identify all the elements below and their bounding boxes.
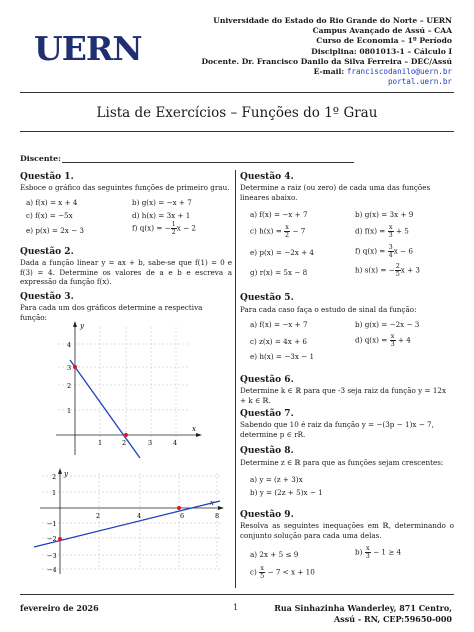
q5-item-b: b) g(x) = −2x − 3 (355, 320, 420, 329)
graph2-xtick-8: 8 (215, 512, 220, 520)
graph1-xtick-4: 4 (173, 439, 178, 447)
q8-text: Determine z ∈ ℝ para que as funções sejam crescentes: (240, 458, 444, 467)
graph2-xtick-6: 6 (180, 512, 185, 520)
q4-item-h: h) s(x) = − $\frac{2}{5}$ x + 3 (355, 262, 420, 278)
q4-item-g: g) r(x) = 5x − 8 (250, 268, 308, 277)
q3-title: Questão 3. (20, 292, 74, 302)
graph2-ytick-m3: −3 (47, 552, 57, 560)
q4-item-c: c) h(x) = $\frac{x}{2}$ − 7 (250, 223, 306, 239)
q7-title: Questão 7. (240, 409, 294, 419)
graph2-xtick-4: 4 (137, 512, 142, 520)
q9-item-a: a) 2x + 5 ≤ 9 (250, 550, 299, 559)
graph2-point-y-intercept (58, 537, 62, 541)
header-line3: Curso de Economia – 1º Período (316, 36, 452, 46)
graph1-ytick-3: 3 (67, 364, 72, 372)
q6-text: Determine k ∈ ℝ para que -3 seja raiz da função y = 12x + k ∈ ℝ. (240, 386, 447, 405)
q4-item-d: d) f(x) = $\frac{x}{3}$ + 5 (355, 223, 409, 239)
footer-address-line2: Assú - RN, CEP:59650-000 (334, 614, 452, 624)
q1-title: Questão 1. (20, 172, 74, 182)
footer-address (274, 603, 452, 625)
logo-text: UERN (34, 29, 142, 68)
portal-link[interactable]: portal.uern.br (387, 77, 452, 87)
email-link[interactable]: franciscodanilo@uern.br (346, 67, 452, 77)
q1-item-f: f) q(x) = − $\frac{1}{2}$ x − 2 (132, 220, 196, 236)
page-title: Lista de Exercícios – Funções do 1º Grau (96, 105, 378, 121)
graph1-x-label: x (192, 425, 196, 433)
q7-text: Sabendo que 10 é raiz da função y = −(3p − 1)x − 7, determine p ∈ rR. (240, 420, 434, 439)
q8-item-a: a) y = (z + 3)x (250, 475, 303, 484)
page-number: 1 (233, 603, 239, 612)
discente-label: Discente: (20, 154, 61, 163)
graph1-point-y-intercept (73, 365, 77, 369)
header-rule-bottom (20, 131, 454, 132)
graph1-xtick-3: 3 (148, 439, 153, 447)
graph1-xtick-1: 1 (98, 439, 103, 447)
q5-title: Questão 5. (240, 293, 294, 303)
graph2-grid (42, 473, 220, 569)
q1-text: Esboce o gráfico das seguintes funções de primeiro grau. (20, 183, 230, 192)
graph2-ytick-m2: −2 (47, 535, 57, 543)
graph1-y-arrow (73, 321, 77, 327)
footer-rule (20, 594, 454, 595)
graph2-y-label: y (64, 470, 68, 478)
email-label: E-mail: (313, 67, 347, 77)
graph1-grid (58, 327, 190, 443)
discente-field[interactable] (62, 162, 354, 163)
q8-item-b: b) y = (2z + 5)x − 1 (250, 488, 323, 497)
q4-item-f: f) q(x) = $\frac{3}{4}$ x − 6 (355, 243, 413, 259)
header-line5: Docente. Dr. Francisco Danilo da Silva Ferreira – DEC/Assú (201, 56, 452, 66)
graph1-ytick-2: 2 (67, 382, 72, 390)
graph2-xtick-2: 2 (96, 512, 101, 520)
q9-item-c: c) $\frac{x}{5}$ − 7 < x + 10 (250, 564, 315, 580)
graph2-ytick-1: 1 (52, 489, 57, 497)
q2-text: Dada a função linear y = ax + b, sabe-se que f(1) = 0 e f(3) = 4. Determine os valores de a e b e escreva a expressão da função f(x). (20, 258, 232, 287)
q9-text: Resolva as seguintes inequações em ℝ, determinando o conjunto solução para cada uma delas. (240, 521, 454, 540)
q5-item-c: c) z(x) = 4x + 6 (250, 337, 307, 346)
graph1-x-arrow (196, 433, 202, 437)
q3-text: Para cada um dos gráficos determine a respectiva função: (20, 303, 203, 322)
graph2-x-arrow (218, 506, 224, 510)
q5-text: Para cada caso faça o estudo de sinal da função: (240, 305, 417, 314)
graph1-line (70, 360, 140, 458)
graph2-y-arrow (58, 468, 62, 474)
header-line4: Disciplina: 0801013-1 – Cálculo I (311, 46, 452, 56)
q5-item-e: e) h(x) = −3x − 1 (250, 352, 315, 361)
uern-logo (34, 29, 142, 68)
graph2-ytick-2: 2 (52, 473, 57, 481)
header-rule-top (20, 92, 454, 93)
q1-item-a: a) f(x) = x + 4 (26, 198, 78, 207)
graph1-ytick-1: 1 (67, 407, 72, 415)
institution-header (201, 16, 452, 87)
graph1-y-label: y (80, 322, 84, 330)
q9-title: Questão 9. (240, 510, 294, 520)
graph1-xtick-2: 2 (122, 439, 127, 447)
q1-item-b: b) g(x) = −x + 7 (132, 198, 192, 207)
header-email-row (201, 67, 452, 77)
header-line2: Campus Avançado de Assú – CAA (312, 26, 452, 36)
header-line1: Universidade do Estado do Rio Grande do Norte – UERN (213, 16, 452, 25)
q9-item-b: b) $\frac{x}{3}$ − 1 ≥ 4 (355, 544, 402, 560)
q4-title: Questão 4. (240, 172, 294, 182)
q1-item-e: e) p(x) = 2x − 3 (26, 226, 84, 235)
q4-text: Determine a raiz (ou zero) de cada uma das funções lineares abaixo. (240, 183, 431, 202)
graph-2 (20, 468, 225, 578)
graph1-ytick-4: 4 (67, 341, 72, 349)
q6-title: Questão 6. (240, 375, 294, 385)
footer-address-line1: Rua Sinhazinha Wanderley, 871 Centro, (274, 603, 452, 613)
q2-title: Questão 2. (20, 247, 74, 257)
graph-1 (20, 315, 225, 463)
graph2-ytick-m4: −4 (47, 566, 57, 574)
q1-item-d: d) h(x) = 3x + 1 (132, 211, 191, 220)
graph1-point-root (124, 433, 128, 437)
q5-item-a: a) f(x) = −x + 7 (250, 320, 308, 329)
graph2-point-root (177, 506, 181, 510)
q4-item-e: e) p(x) = −2x + 4 (250, 248, 315, 257)
q1-item-c: c) f(x) = −5x (26, 211, 73, 220)
q4-item-b: b) g(x) = 3x + 9 (355, 210, 414, 219)
q4-item-a: a) f(x) = −x + 7 (250, 210, 308, 219)
q5-item-d: d) q(x) = $\frac{x}{3}$ + 4 (355, 332, 411, 348)
column-separator (235, 170, 236, 588)
graph2-ytick-m1: −1 (47, 520, 57, 528)
q8-title: Questão 8. (240, 446, 294, 456)
footer-date: fevereiro de 2026 (20, 603, 99, 613)
